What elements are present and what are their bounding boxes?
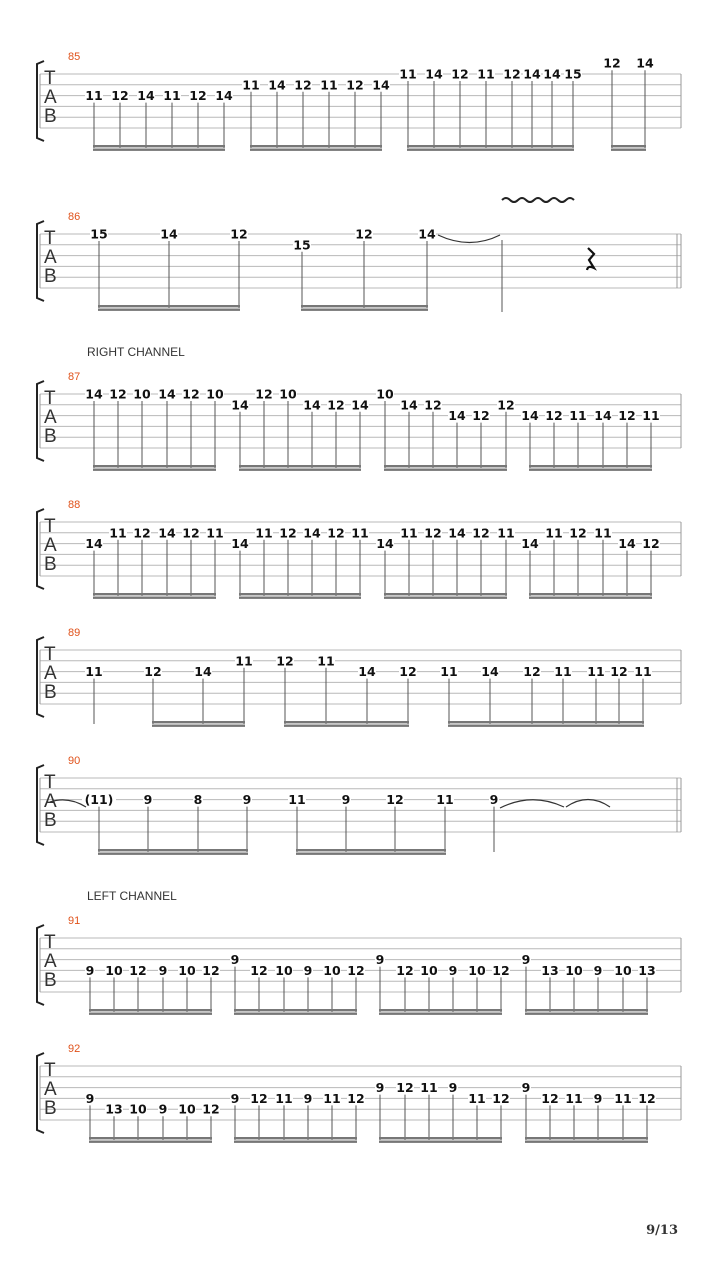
- fret-number: 14: [85, 386, 103, 402]
- fret-number: 11: [477, 66, 495, 82]
- fret-number: 12: [642, 536, 660, 552]
- beam-secondary: [611, 149, 646, 151]
- beam-primary: [98, 849, 248, 851]
- fret-number: 12: [327, 397, 345, 413]
- fret-number: 14: [215, 88, 233, 104]
- beam-secondary: [239, 469, 361, 471]
- fret-number: 12: [355, 226, 373, 242]
- fret-number: 12: [492, 962, 510, 978]
- beam-primary: [301, 305, 428, 307]
- fret-number: 11: [569, 408, 587, 424]
- fret-number: 10: [105, 962, 123, 978]
- fret-number: 14: [594, 408, 612, 424]
- fret-number: 9: [143, 792, 153, 808]
- fret-number: 11: [614, 1090, 632, 1106]
- page-number: 9/13: [646, 1223, 678, 1238]
- fret-number: 10: [206, 386, 224, 402]
- beam-primary: [529, 593, 652, 595]
- beam-primary: [525, 1137, 648, 1139]
- tab-clef-letter: A: [44, 535, 57, 556]
- beam-primary: [234, 1009, 357, 1011]
- fret-number: 12: [503, 66, 521, 82]
- fret-number: 10: [420, 962, 438, 978]
- measure-number: 87: [68, 371, 81, 383]
- fret-number: 11: [206, 525, 224, 541]
- beam-secondary: [296, 853, 446, 855]
- measure-number: 90: [68, 755, 81, 767]
- beam-primary: [239, 593, 361, 595]
- fret-number: 12: [111, 88, 129, 104]
- beam-primary: [239, 465, 361, 467]
- tab-clef-letter: T: [44, 68, 56, 89]
- fret-number: 14: [376, 536, 394, 552]
- measure-number: 92: [68, 1043, 81, 1055]
- fret-number: 12: [523, 664, 541, 680]
- tab-clef-letter: B: [44, 554, 57, 575]
- fret-number: 15: [293, 237, 311, 253]
- tab-clef-letter: T: [44, 388, 56, 409]
- fret-number: 14: [618, 536, 636, 552]
- fret-number: 14: [400, 397, 418, 413]
- fret-number: 12: [424, 397, 442, 413]
- fret-number: 9: [230, 1090, 240, 1106]
- section-label-right-channel: RIGHT CHANNEL: [87, 345, 185, 359]
- section-label-left-channel: LEFT CHANNEL: [87, 889, 177, 903]
- fret-number: (11): [84, 792, 114, 808]
- fret-number: 12: [472, 408, 490, 424]
- tab-clef-letter: A: [44, 791, 57, 812]
- beam-secondary: [384, 597, 507, 599]
- fret-number: 10: [178, 962, 196, 978]
- beam-primary: [525, 1009, 648, 1011]
- fret-number: 14: [448, 525, 466, 541]
- fret-number: 9: [448, 1080, 458, 1096]
- beam-primary: [93, 593, 216, 595]
- fret-number: 10: [614, 962, 632, 978]
- fret-number: 11: [642, 408, 660, 424]
- fret-number: 14: [523, 66, 541, 82]
- fret-number: 14: [425, 66, 443, 82]
- tab-clef-letter: B: [44, 426, 57, 447]
- beam-secondary: [152, 725, 245, 727]
- fret-number: 12: [202, 962, 220, 978]
- fret-number: 14: [137, 88, 155, 104]
- fret-number: 14: [158, 386, 176, 402]
- tab-clef-letter: A: [44, 663, 57, 684]
- fret-number: 12: [255, 386, 273, 402]
- tab-clef-letter: B: [44, 682, 57, 703]
- tab-system-91: [37, 915, 681, 1015]
- fret-number: 14: [303, 397, 321, 413]
- fret-number: 12: [541, 1090, 559, 1106]
- fret-number: 10: [468, 962, 486, 978]
- fret-number: 12: [276, 653, 294, 669]
- fret-number: 14: [372, 77, 390, 93]
- fret-number: 12: [472, 525, 490, 541]
- measure-number: 85: [68, 51, 81, 63]
- fret-number: 10: [275, 962, 293, 978]
- fret-number: 11: [288, 792, 306, 808]
- fret-number: 12: [492, 1090, 510, 1106]
- beam-primary: [93, 145, 225, 147]
- fret-number: 14: [521, 536, 539, 552]
- beam-primary: [234, 1137, 357, 1139]
- measure-number: 88: [68, 499, 81, 511]
- tie-arc: [566, 800, 610, 808]
- beam-secondary: [379, 1141, 502, 1143]
- fret-number: 14: [194, 664, 212, 680]
- beam-primary: [529, 465, 652, 467]
- fret-number: 12: [294, 77, 312, 93]
- measure-number: 89: [68, 627, 81, 639]
- fret-number: 14: [160, 226, 178, 242]
- beam-primary: [611, 145, 646, 147]
- tab-clef-letter: A: [44, 87, 57, 108]
- fret-number: 11: [554, 664, 572, 680]
- fret-number: 14: [158, 525, 176, 541]
- fret-number: 9: [85, 1090, 95, 1106]
- tab-clef-letter: T: [44, 228, 56, 249]
- tab-system-92: [37, 1043, 681, 1143]
- fret-number: 12: [618, 408, 636, 424]
- tab-system-87: [37, 371, 681, 471]
- fret-number: 8: [193, 792, 203, 808]
- tab-clef-letter: B: [44, 106, 57, 127]
- fret-number: 14: [231, 397, 249, 413]
- fret-number: 11: [317, 653, 335, 669]
- beam-primary: [98, 305, 240, 307]
- beam-primary: [89, 1137, 212, 1139]
- tie-arc: [438, 235, 500, 243]
- fret-number: 11: [468, 1090, 486, 1106]
- fret-number: 14: [85, 536, 103, 552]
- fret-number: 9: [230, 952, 240, 968]
- fret-number: 11: [275, 1090, 293, 1106]
- fret-number: 14: [521, 408, 539, 424]
- beam-secondary: [379, 1013, 502, 1015]
- beam-secondary: [284, 725, 409, 727]
- fret-number: 11: [109, 525, 127, 541]
- fret-number: 11: [323, 1090, 341, 1106]
- tab-clef-letter: T: [44, 932, 56, 953]
- fret-number: 10: [129, 1101, 147, 1117]
- beam-primary: [379, 1137, 502, 1139]
- fret-number: 9: [303, 1090, 313, 1106]
- fret-number: 13: [541, 962, 559, 978]
- tab-clef-letter: A: [44, 247, 57, 268]
- fret-number: 11: [594, 525, 612, 541]
- tab-system-85: [37, 51, 681, 151]
- beam-primary: [384, 465, 507, 467]
- tab-clef-letter: A: [44, 407, 57, 428]
- fret-number: 11: [163, 88, 181, 104]
- tab-system-88: [37, 499, 681, 599]
- beam-primary: [284, 721, 409, 723]
- fret-number: 9: [375, 952, 385, 968]
- fret-number: 9: [242, 792, 252, 808]
- beam-secondary: [407, 149, 574, 151]
- fret-number: 9: [521, 1080, 531, 1096]
- beam-primary: [296, 849, 446, 851]
- tab-clef-letter: B: [44, 810, 57, 831]
- beam-secondary: [301, 309, 428, 311]
- beam-secondary: [93, 149, 225, 151]
- tab-clef-letter: T: [44, 644, 56, 665]
- fret-number: 9: [303, 962, 313, 978]
- beam-secondary: [250, 149, 382, 151]
- fret-number: 11: [634, 664, 652, 680]
- fret-number: 12: [386, 792, 404, 808]
- fret-number: 14: [448, 408, 466, 424]
- fret-number: 15: [90, 226, 108, 242]
- beam-secondary: [93, 597, 216, 599]
- fret-number: 12: [451, 66, 469, 82]
- fret-number: 13: [105, 1101, 123, 1117]
- fret-number: 11: [320, 77, 338, 93]
- fret-number: 9: [489, 792, 499, 808]
- fret-number: 12: [109, 386, 127, 402]
- beam-secondary: [529, 597, 652, 599]
- fret-number: 12: [182, 386, 200, 402]
- fret-number: 10: [376, 386, 394, 402]
- fret-number: 12: [396, 962, 414, 978]
- fret-number: 11: [85, 88, 103, 104]
- fret-number: 10: [323, 962, 341, 978]
- beam-primary: [250, 145, 382, 147]
- tab-clef-letter: A: [44, 1079, 57, 1100]
- tab-clef-letter: A: [44, 951, 57, 972]
- fret-number: 12: [545, 408, 563, 424]
- tab-system-89: [37, 627, 681, 727]
- fret-number: 11: [545, 525, 563, 541]
- quarter-rest: [587, 248, 594, 270]
- fret-number: 12: [569, 525, 587, 541]
- beam-primary: [93, 465, 216, 467]
- fret-number: 10: [565, 962, 583, 978]
- fret-number: 9: [158, 1101, 168, 1117]
- beam-secondary: [384, 469, 507, 471]
- beam-secondary: [89, 1141, 212, 1143]
- fret-number: 11: [587, 664, 605, 680]
- beam-secondary: [239, 597, 361, 599]
- tab-clef-letter: B: [44, 266, 57, 287]
- fret-number: 11: [351, 525, 369, 541]
- fret-number: 11: [400, 525, 418, 541]
- fret-number: 12: [133, 525, 151, 541]
- fret-number: 11: [235, 653, 253, 669]
- beam-secondary: [98, 309, 240, 311]
- fret-number: 12: [202, 1101, 220, 1117]
- fret-number: 11: [497, 525, 515, 541]
- fret-number: 14: [418, 226, 436, 242]
- measure-number: 86: [68, 211, 81, 223]
- fret-number: 13: [638, 962, 656, 978]
- fret-number: 14: [481, 664, 499, 680]
- fret-number: 12: [279, 525, 297, 541]
- fret-number: 10: [133, 386, 151, 402]
- fret-number: 11: [420, 1080, 438, 1096]
- tie-arc: [500, 800, 564, 808]
- fret-number: 12: [250, 962, 268, 978]
- fret-number: 12: [189, 88, 207, 104]
- fret-number: 12: [497, 397, 515, 413]
- fret-number: 10: [279, 386, 297, 402]
- fret-number: 12: [399, 664, 417, 680]
- fret-number: 14: [636, 55, 654, 71]
- fret-number: 14: [303, 525, 321, 541]
- beam-secondary: [234, 1141, 357, 1143]
- fret-number: 12: [347, 1090, 365, 1106]
- fret-number: 11: [242, 77, 260, 93]
- fret-number: 9: [341, 792, 351, 808]
- fret-number: 9: [448, 962, 458, 978]
- beam-primary: [89, 1009, 212, 1011]
- fret-number: 9: [593, 962, 603, 978]
- beam-secondary: [529, 469, 652, 471]
- measure-number: 91: [68, 915, 81, 927]
- tab-clef-letter: T: [44, 772, 56, 793]
- tab-clef-letter: B: [44, 1098, 57, 1119]
- tab-clef-letter: T: [44, 1060, 56, 1081]
- beam-primary: [379, 1009, 502, 1011]
- fret-number: 15: [564, 66, 582, 82]
- fret-number: 12: [347, 962, 365, 978]
- tab-clef-letter: B: [44, 970, 57, 991]
- fret-number: 14: [268, 77, 286, 93]
- fret-number: 12: [327, 525, 345, 541]
- beam-secondary: [98, 853, 248, 855]
- beam-secondary: [525, 1141, 648, 1143]
- beam-primary: [384, 593, 507, 595]
- fret-number: 9: [375, 1080, 385, 1096]
- fret-number: 11: [436, 792, 454, 808]
- fret-number: 11: [85, 664, 103, 680]
- beam-secondary: [234, 1013, 357, 1015]
- fret-number: 14: [231, 536, 249, 552]
- beam-secondary: [93, 469, 216, 471]
- fret-number: 12: [603, 55, 621, 71]
- fret-number: 9: [158, 962, 168, 978]
- fret-number: 12: [610, 664, 628, 680]
- fret-number: 11: [255, 525, 273, 541]
- vibrato-mark: [502, 198, 574, 202]
- beam-primary: [407, 145, 574, 147]
- tab-system-90: [37, 755, 681, 855]
- fret-number: 12: [182, 525, 200, 541]
- beam-primary: [152, 721, 245, 723]
- fret-number: 11: [565, 1090, 583, 1106]
- fret-number: 12: [638, 1090, 656, 1106]
- fret-number: 11: [440, 664, 458, 680]
- beam-secondary: [89, 1013, 212, 1015]
- fret-number: 12: [129, 962, 147, 978]
- beam-secondary: [448, 725, 644, 727]
- fret-number: 12: [250, 1090, 268, 1106]
- fret-number: 9: [85, 962, 95, 978]
- fret-number: 14: [351, 397, 369, 413]
- beam-secondary: [525, 1013, 648, 1015]
- fret-number: 14: [358, 664, 376, 680]
- fret-number: 12: [346, 77, 364, 93]
- fret-number: 14: [543, 66, 561, 82]
- fret-number: 12: [144, 664, 162, 680]
- tab-system-86: [37, 198, 681, 312]
- fret-number: 9: [521, 952, 531, 968]
- fret-number: 10: [178, 1101, 196, 1117]
- fret-number: 12: [396, 1080, 414, 1096]
- beam-primary: [448, 721, 644, 723]
- tab-clef-letter: T: [44, 516, 56, 537]
- fret-number: 12: [230, 226, 248, 242]
- fret-number: 9: [593, 1090, 603, 1106]
- fret-number: 11: [399, 66, 417, 82]
- fret-number: 12: [424, 525, 442, 541]
